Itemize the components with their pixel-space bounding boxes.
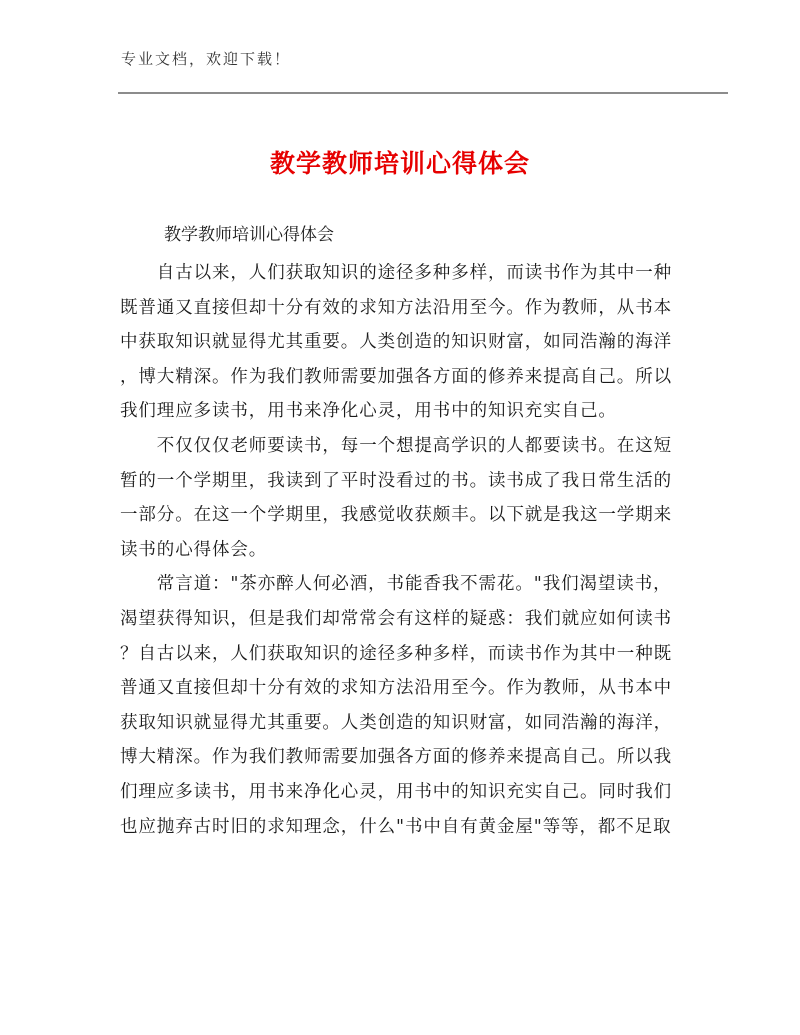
document-title: 教学教师培训心得体会 [269,149,530,178]
text-line: 也应抛弃古时旧的求知理念，什么"书中自有黄金屋"等等，都不足取 [120,816,672,837]
header-divider [118,92,728,94]
text-line: 自古以来，人们获取知识的途径多种多样，而读书作为其中一种 [120,263,672,283]
document-body [120,256,680,844]
text-line: 一部分。在这一个学期里，我感觉收获颇丰。以下就是我这一学期来 [120,505,672,526]
document-subtitle: 教学教师培训心得体会 [164,225,334,245]
paragraph-3 [120,567,680,844]
paragraph-2 [120,429,680,567]
text-line: 中获取知识就显得尤其重要。人类创造的知识财富，如同浩瀚的海洋 [120,332,672,353]
text-line: 们理应多读书，用书来净化心灵，用书中的知识充实自己。同时我们 [120,781,672,802]
text-line: 普通又直接但却十分有效的求知方法沿用至今。作为教师，从书本中 [120,678,672,699]
text-line: 既普通又直接但却十分有效的求知方法沿用至今。作为教师，从书本 [120,297,672,318]
text-line: 我们理应多读书，用书来净化心灵，用书中的知识充实自己。 [120,401,617,422]
text-line: ？自古以来，人们获取知识的途径多种多样，而读书作为其中一种既 [120,643,672,664]
text-line: ，博大精深。作为我们教师需要加强各方面的修养来提高自己。所以 [120,366,672,387]
header-note: 专业文档，欢迎下载！ [121,50,292,68]
paragraph-1 [120,256,680,429]
text-line: 常言道："茶亦醉人何必酒，书能香我不需花。"我们渴望读书， [120,574,672,595]
text-line: 暂的一个学期里，我读到了平时没看过的书。读书成了我日常生活的 [120,470,672,491]
text-line: 博大精深。作为我们教师需要加强各方面的修养来提高自己。所以我 [120,747,672,768]
text-line: 读书的心得体会。 [120,539,268,560]
text-line: 不仅仅仅老师要读书，每一个想提高学识的人都要读书。在这短 [120,435,672,456]
text-line: 获取知识就显得尤其重要。人类创造的知识财富，如同浩瀚的海洋， [120,712,672,733]
text-line: 渴望获得知识，但是我们却常常会有这样的疑惑：我们就应如何读书 [120,608,672,629]
